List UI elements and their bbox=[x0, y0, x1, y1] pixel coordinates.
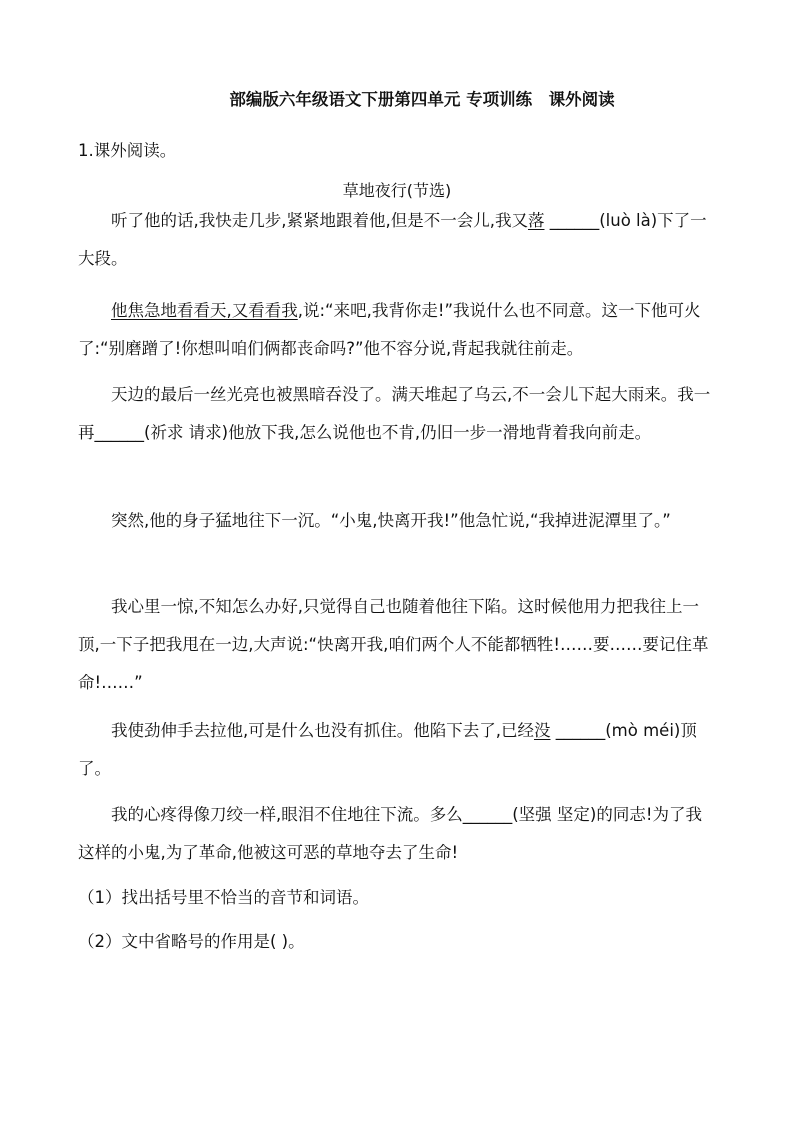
paragraph-text: ,说:“来吧,我背你走!”我说什么也不同意。这一下他可火了:“别磨蹭了!你想叫咱们俩都丧命吗?”他不容分说,背起我就往前走。 bbox=[78, 301, 701, 358]
paragraph-5 bbox=[78, 588, 718, 702]
underlined-word: 落 bbox=[527, 211, 545, 230]
paragraph-1 bbox=[78, 202, 718, 278]
underlined-word: 没 bbox=[534, 721, 551, 740]
paragraph-text: 我心里一惊,不知怎么办好,只觉得自己也随着他往下陷。这时候他用力把我往上一顶,一下子把我甩在一边,大声说:“快离开我,咱们两个人不能都牺牲!……要……要记住革命!……” bbox=[78, 597, 709, 692]
paragraph-4 bbox=[78, 502, 718, 540]
paragraph-7 bbox=[78, 796, 718, 872]
paragraph-6 bbox=[78, 712, 718, 788]
paragraph-text: 听了他的话,我快走几步,紧紧地跟着他,但是不一会儿,我又 bbox=[111, 211, 528, 230]
paragraph-text: ______(mò méi)顶了。 bbox=[78, 721, 697, 778]
underlined-sentence: 他焦急地看看天,又看看我 bbox=[111, 301, 298, 320]
paragraph-text: 我的心疼得像刀绞一样,眼泪不住地往下流。多么______(坚强 坚定)的同志!为了我这样的小鬼,为了革命,他被这可恶的草地夺去了生命! bbox=[78, 805, 702, 862]
paragraph-text: ______(luò là)下了一大段。 bbox=[78, 211, 707, 268]
passage-title: 草地夜行(节选) bbox=[342, 181, 452, 200]
document-title: 部编版六年级语文下册第四单元 专项训练 课外阅读 bbox=[229, 90, 615, 109]
subquestion-1: （1）找出括号里不恰当的音节和词语。 bbox=[78, 888, 369, 907]
paragraph-text: 我使劲伸手去拉他,可是什么也没有抓住。他陷下去了,已经 bbox=[111, 721, 534, 740]
subquestion-2: （2）文中省略号的作用是( )。 bbox=[78, 932, 305, 951]
paragraph-text: 天边的最后一丝光亮也被黑暗吞没了。满天堆起了乌云,不一会儿下起大雨来。我一再______(祈求 请求)他放下我,怎么说他也不肯,仍旧一步一滑地背着我向前走。 bbox=[78, 385, 711, 442]
paragraph-text: 突然,他的身子猛地往下一沉。“小鬼,快离开我!”他急忙说,“我掉进泥潭里了。” bbox=[111, 511, 671, 530]
paragraph-3 bbox=[78, 376, 718, 452]
question-label: 1.课外阅读。 bbox=[78, 141, 177, 160]
paragraph-2 bbox=[78, 292, 718, 368]
